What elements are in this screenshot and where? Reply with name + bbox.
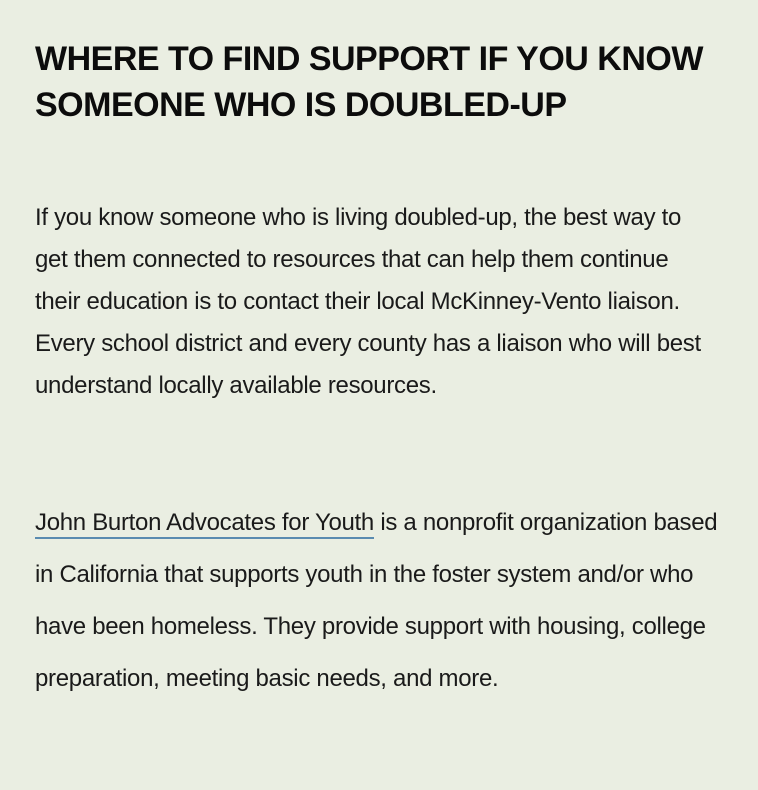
john-burton-link[interactable]: John Burton Advocates for Youth bbox=[35, 509, 374, 539]
organization-paragraph bbox=[35, 497, 735, 705]
liaison-paragraph: If you know someone who is living doubled-up, the best way to get them connected to resources that can help them continue their education is to contact their local McKinney-Vento liaison. Every school district and every county has a liaison who will best understand locally available resources. bbox=[35, 204, 701, 399]
organization-description: is a nonprofit organization based in California that supports youth in the foster system and/or who have been homeless. They provide support with housing, college preparation, meeting basic needs, and more. bbox=[35, 509, 718, 692]
section-heading: WHERE TO FIND SUPPORT IF YOU KNOW SOMEONE WHO IS DOUBLED-UP bbox=[35, 40, 703, 124]
